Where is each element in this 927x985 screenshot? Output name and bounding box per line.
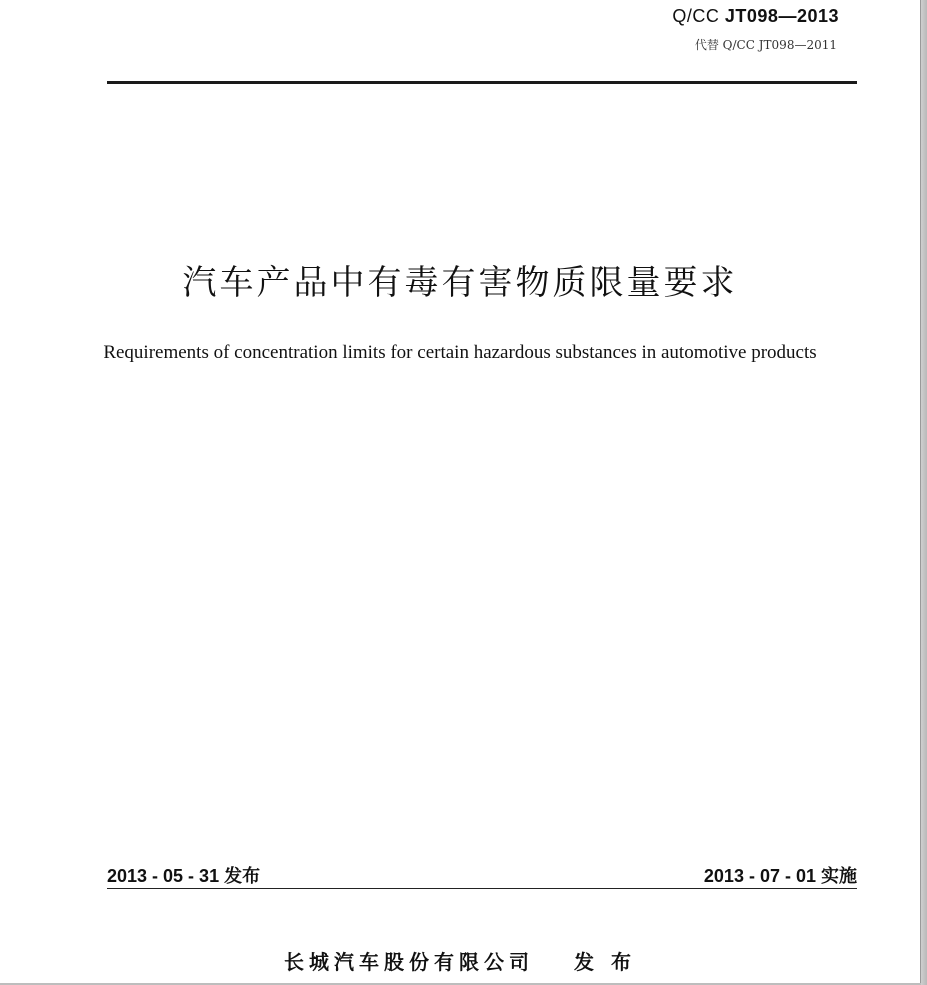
- publisher-company: 长城汽车股份有限公司: [284, 950, 535, 974]
- page-right-edge: [920, 0, 927, 985]
- standard-prefix: Q/CC: [672, 6, 720, 26]
- publisher-line: [0, 946, 920, 975]
- standard-code: JT098—2013: [724, 6, 839, 26]
- document-title-chinese: 汽车产品中有毒有害物质限量要求: [182, 263, 738, 303]
- standard-number: [672, 6, 839, 27]
- replaces-standard: 代替 Q/CC JT098—2011: [694, 38, 837, 52]
- publish-date: 2013 - 05 - 31 发布: [107, 866, 261, 886]
- document-title-english: Requirements of concentration limits for certain hazardous substances in automotive products: [103, 342, 817, 363]
- date-row: [107, 862, 857, 888]
- publisher-action: 发 布: [574, 950, 636, 974]
- header-rule: [107, 81, 857, 84]
- date-rule: [107, 888, 857, 889]
- implementation-date: 2013 - 07 - 01 实施: [703, 866, 857, 886]
